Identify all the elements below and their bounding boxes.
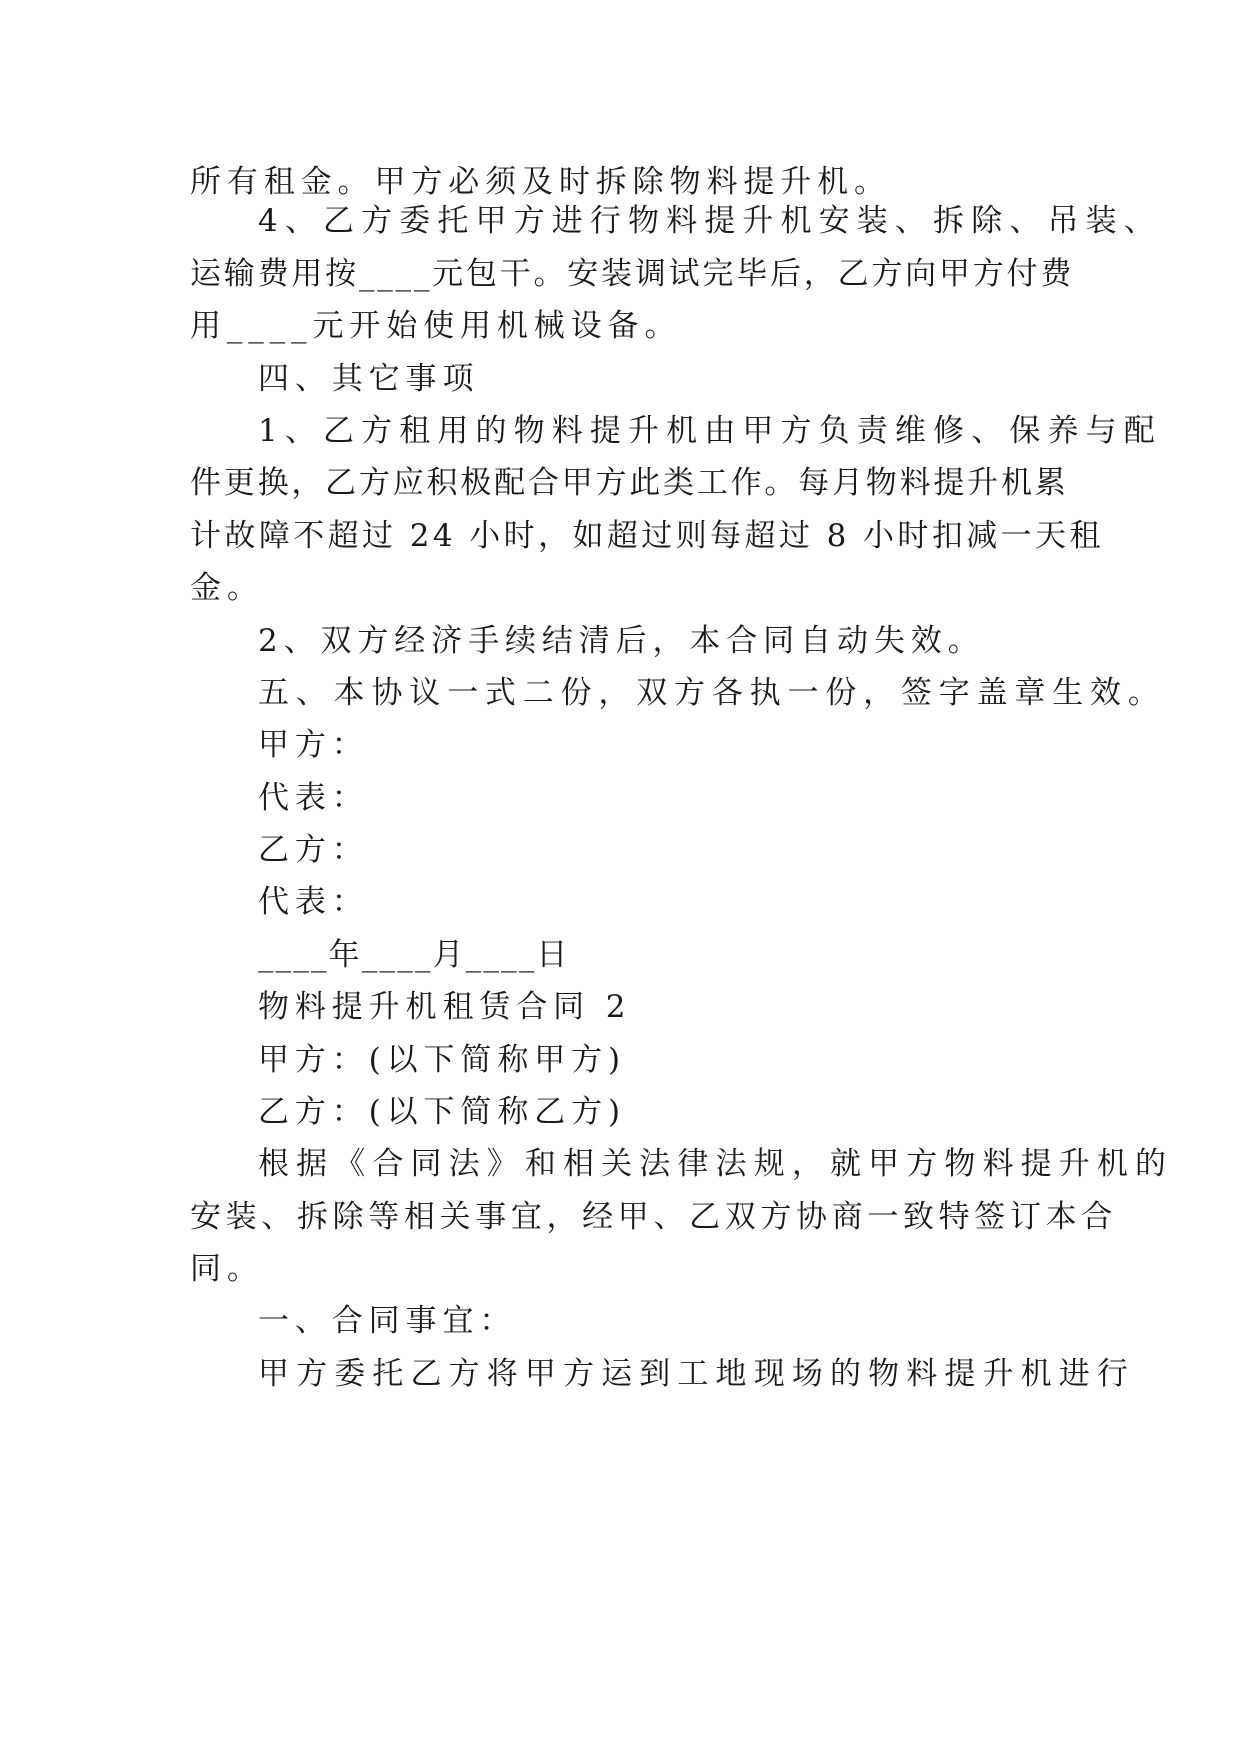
contract-title: 物料提升机租赁合同 2 <box>258 989 632 1025</box>
paragraph-line: 件更换，乙方应积极配合甲方此类工作。每月物料提升机累 <box>190 465 1069 501</box>
party-a-line: 甲方：(以下简称甲方) <box>258 1042 626 1078</box>
paragraph-line: 4、乙方委托甲方进行物料提升机安装、拆除、吊装、 <box>258 203 1162 239</box>
paragraph-line: 同。 <box>190 1251 264 1287</box>
paragraph-line: 安装、拆除等相关事宜，经甲、乙双方协商一致特签订本合 <box>190 1199 1117 1235</box>
paragraph-line: 甲方委托乙方将甲方运到工地现场的物料提升机进行 <box>258 1356 1135 1392</box>
paragraph-line: 金。 <box>190 570 264 606</box>
signature-representative-label: 代表： <box>258 780 369 816</box>
signature-party-a-label: 甲方： <box>258 727 369 763</box>
section-heading: 五、本协议一式二份，双方各执一份，签字盖章生效。 <box>258 675 1166 711</box>
paragraph-line: 计故障不超过 24 小时，如超过则每超过 8 小时扣减一天租 <box>190 518 1104 554</box>
section-heading: 四、其它事项 <box>258 361 480 397</box>
paragraph-line: 用____元开始使用机械设备。 <box>190 308 682 344</box>
paragraph-line: 2、双方经济手续结清后，本合同自动失效。 <box>258 623 985 659</box>
paragraph-line: 1、乙方租用的物料提升机由甲方负责维修、保养与配 <box>258 413 1162 449</box>
signature-party-b-label: 乙方： <box>258 832 369 868</box>
paragraph-line: 所有租金。甲方必须及时拆除物料提升机。 <box>190 164 891 200</box>
section-heading: 一、合同事宜： <box>258 1303 517 1339</box>
signature-representative-label: 代表： <box>258 884 369 920</box>
date-line: ____年____月____日 <box>258 937 570 973</box>
party-b-line: 乙方：(以下简称乙方) <box>258 1094 626 1130</box>
paragraph-line: 运输费用按____元包干。安装调试完毕后，乙方向甲方付费 <box>190 256 1075 292</box>
paragraph-line: 根据《合同法》和相关法律法规，就甲方物料提升机的 <box>258 1146 1174 1182</box>
